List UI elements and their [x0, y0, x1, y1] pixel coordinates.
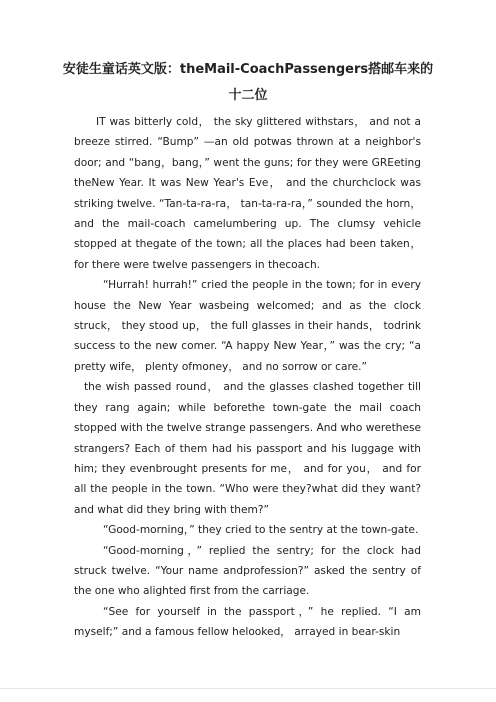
paragraph-5: “Good-morning，” replied the sentry; for the clock had struck twelve. “Your name andprofession?” asked the sentry of the one who alighted first from the carriage.: [74, 544, 421, 598]
paragraph-6: “See for yourself in the passport，” he replied. “I am myself;” and a famous fellow helooked， arrayed in bear-skin: [74, 605, 421, 639]
document-title-line-1: 安徒生童话英文版：theMail-CoachPassengers搭邮车来的: [62, 62, 434, 77]
paragraph-3: the wish passed round， and the glasses clashed together till they rang again; while beforethe town-gate the mail coach stopped with the twelve strange passengers. And who werethese strangers? Each of them had his passport and his luggage with him; they evenbrought presents for me， and for you， and for all the people in the town. “Who were they?what did they want? and what did they bring with them?”: [74, 381, 421, 516]
paragraph-4: “Good-morning，” they cried to the sentry at the town-gate.: [103, 524, 419, 537]
paragraph-1: IT was bitterly cold， the sky glittered withstars， and not a breeze stirred. “Bump” —an old potwas thrown at a neighbor's door; and “bang，bang，” went the guns; for they were GREeting theNew Year. It was New Year's Eve， and the churchclock was striking twelve. “Tan-ta-ra-ra， tan-ta-ra-ra，” sounded the horn， and the mail-coach camelumbering up. The clumsy vehicle stopped at thegate of the town; all the places had been taken， for there were twelve passengers in thecoach.: [74, 116, 421, 271]
page-bottom-rule: [0, 688, 496, 689]
document-title-line-2: 十二位: [228, 88, 268, 103]
paragraph-2: “Hurrah! hurrah!” cried the people in the town; for in every house the New Year wasbeing welcomed; and as the clock struck， they stood up， the full glasses in their hands， todrink success to the new comer. “A happy New Year，” was the cry; “a pretty wife， plenty ofmoney， and no sorrow or care.”: [74, 279, 421, 373]
document-body: [74, 112, 421, 643]
